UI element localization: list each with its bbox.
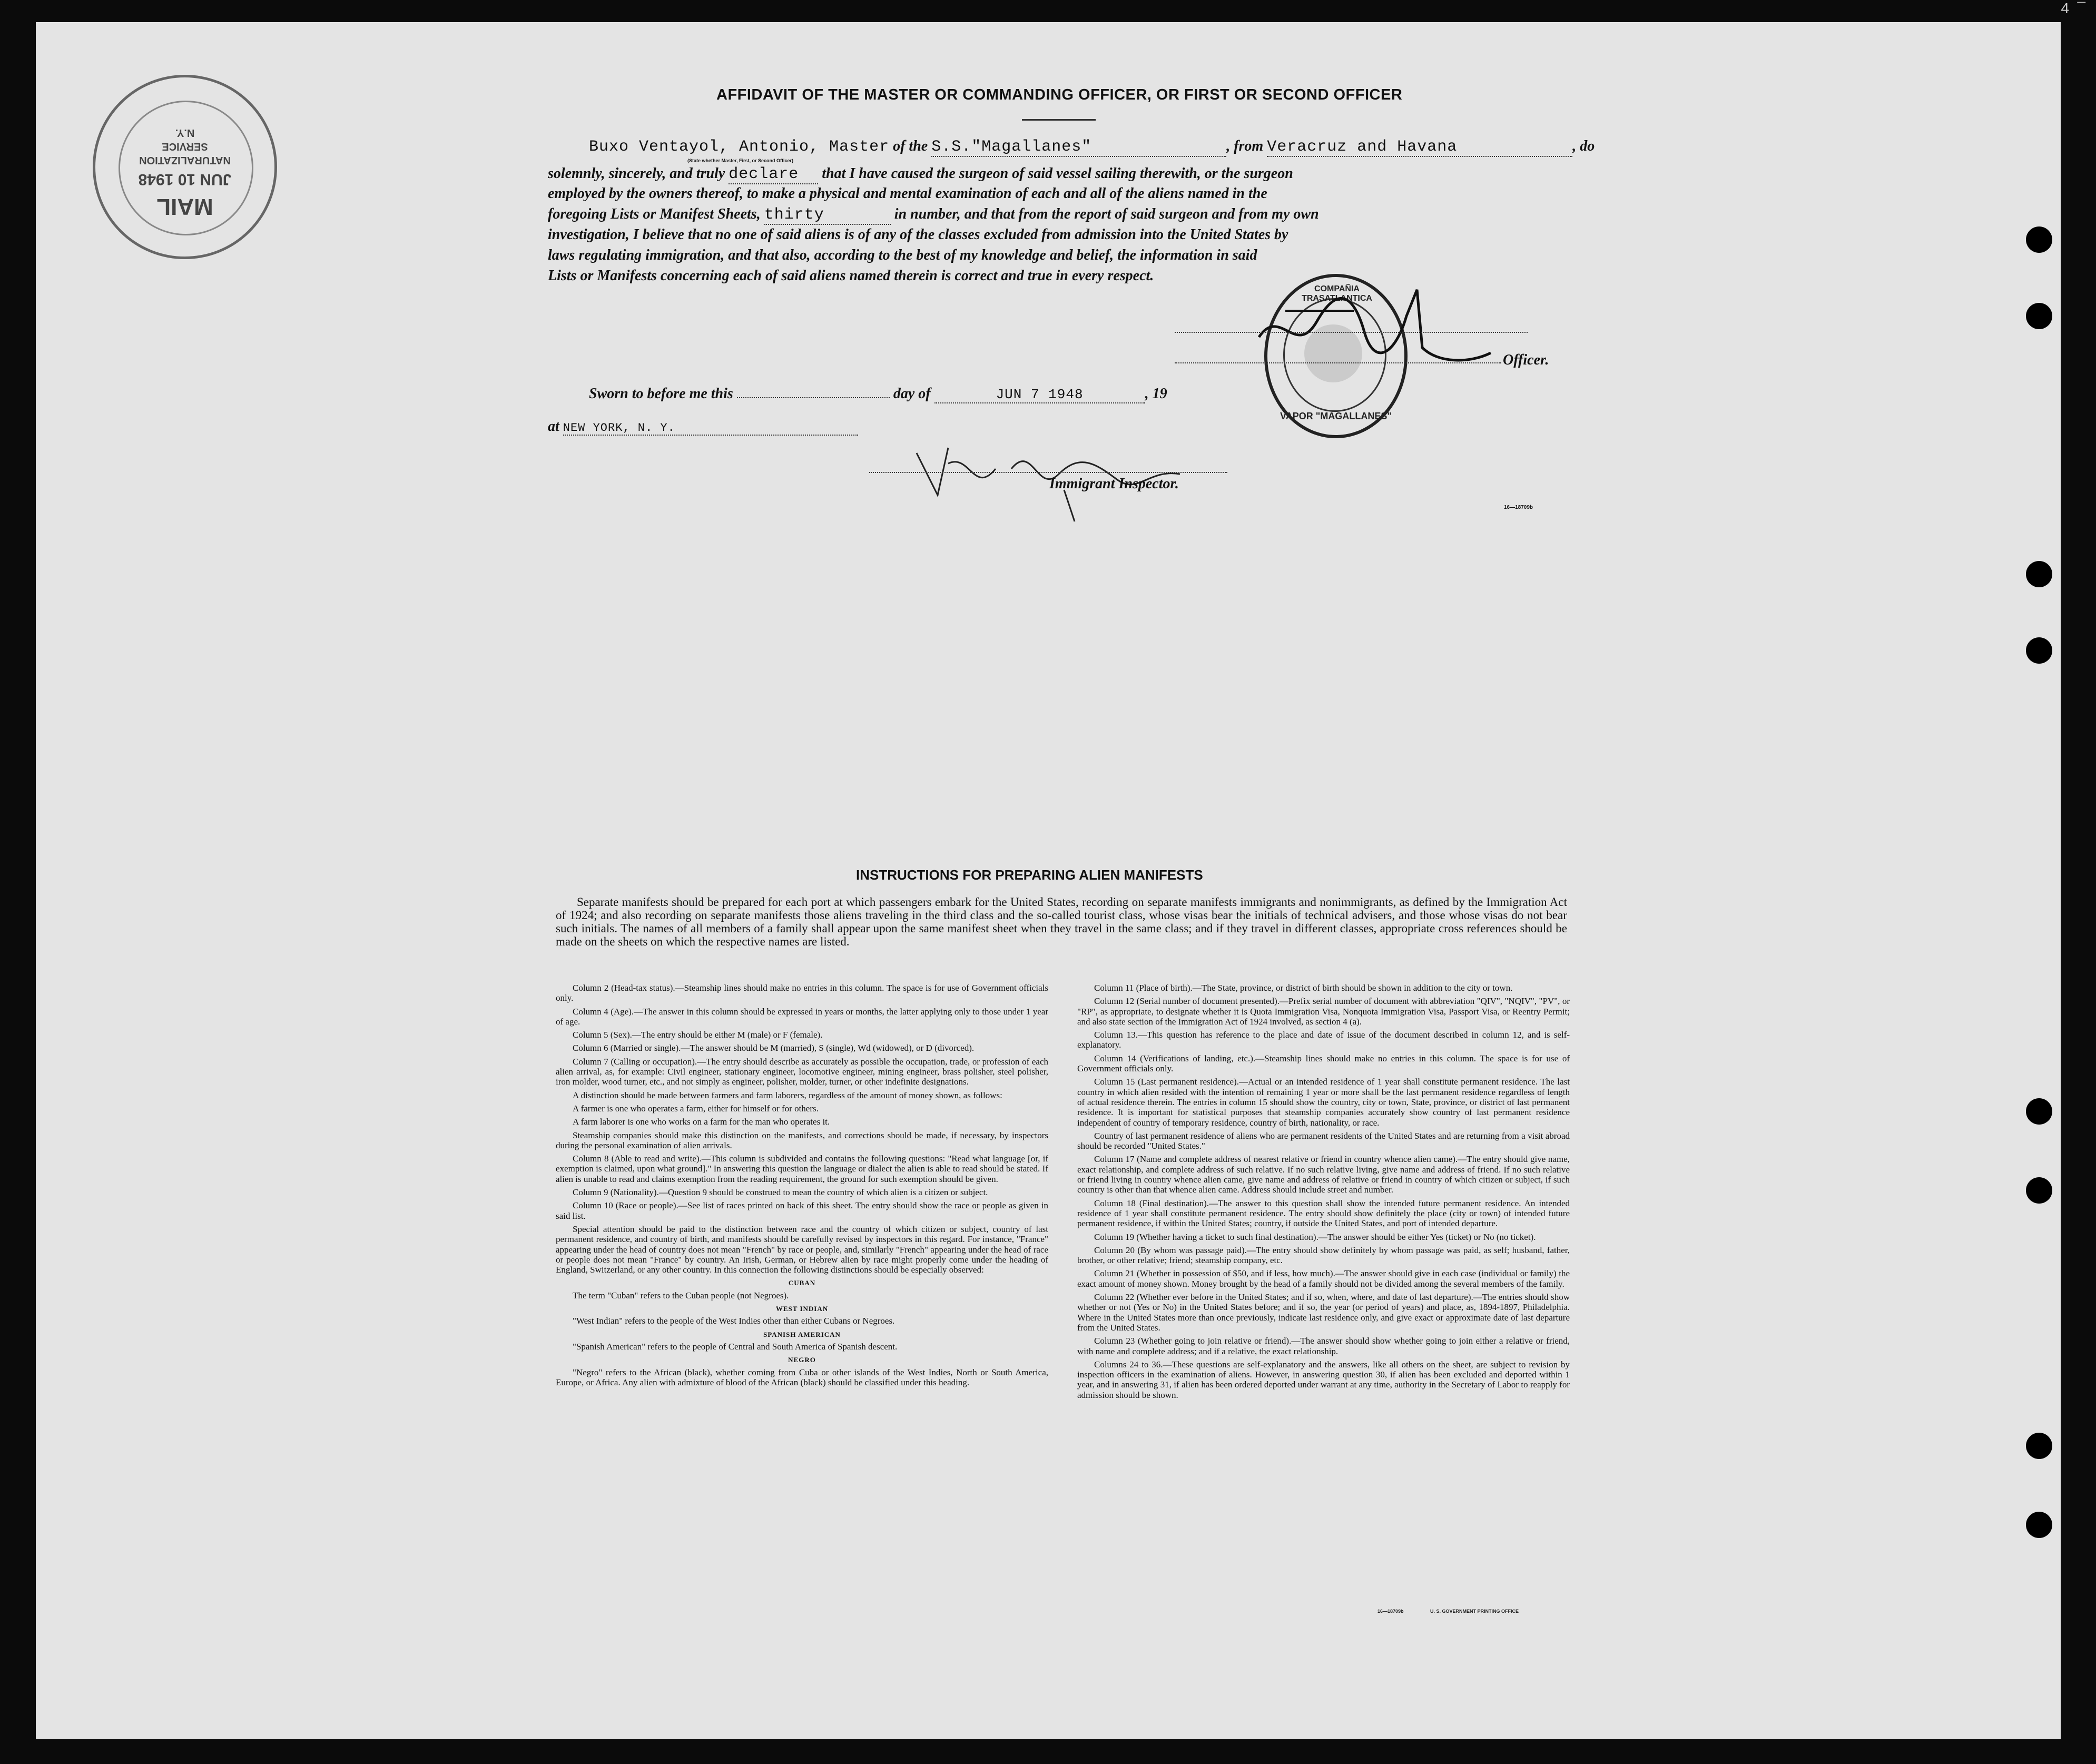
punch-hole xyxy=(2026,1098,2052,1125)
title-rule xyxy=(1022,119,1096,121)
postmark-date: JUN 10 1948 xyxy=(138,171,232,188)
ship-stamp-bottom: VAPOR "MAGALLANES" xyxy=(1280,411,1392,421)
instruction-paragraph: Column 21 (Whether in possession of $50, and if less, how much).—The answer should give in each case (individual or family) the exact amount of money shown. Money brought by the head of a family should not be divided among the several members of the family. xyxy=(1077,1268,1570,1289)
instructions-left-column xyxy=(556,983,1048,1391)
instruction-paragraph: Column 6 (Married or single).—The answer should be M (married), S (single), Wd (widowed), or D (divorced). xyxy=(573,1043,975,1053)
instruction-paragraph: Column 20 (By whom was passage paid).—The entry should show definitely by whom passage was paid, as self; husband, father, brother, or other relative; friend; steamship company, etc. xyxy=(1077,1245,1570,1266)
instruction-paragraph: Column 17 (Name and complete address of nearest relative or friend in country whence alien came).—The entry should give name, exact relationship, and complete address of such relative. If no such relative living, give name and address of friend. If no such relative or friend living in country whence alien came, give name and address of relative or friend in country of which citizen or subject, if such country is other than that whence alien came. Address should include street and number. xyxy=(1077,1154,1570,1195)
instructions-intro: Separate manifests should be prepared for each port at which passengers embark for the United States, recording on separate manifests immigrants and nonimmigrants, as defined by the Immigration Act of 1924; and also recording on separate manifests those aliens traveling in the third class and the so-called tourist class, whose visas bear the initials of technical advisers, and those whose visas do not bear such initials. The names of all members of a family shall appear upon the same manifest sheet when they travel in the same class; and if they travel in different classes, appropriate cross references should be made on the sheets on which the respective names are listed. xyxy=(556,895,1567,948)
instruction-paragraph: Column 2 (Head-tax status).—Steamship lines should make no entries in this column. The space is for use of Government officials only. xyxy=(556,983,1048,1003)
instructions-title: INSTRUCTIONS FOR PREPARING ALIEN MANIFESTS xyxy=(856,867,1203,883)
affidavit-line-5 xyxy=(548,226,1288,243)
affidavit-line-4 xyxy=(548,206,1319,225)
west-indian-heading: WEST INDIAN xyxy=(775,1305,829,1313)
punch-hole xyxy=(2026,303,2052,329)
inspector-line xyxy=(869,472,1227,473)
affidavit-line-3 xyxy=(548,185,1267,202)
officer-label: Officer. xyxy=(1503,352,1549,368)
line-text: laws regulating immigration, and that also, according to the best of my knowledge and belief, the information in said xyxy=(548,247,1257,263)
day-label: day of xyxy=(893,386,931,402)
instruction-paragraph: Column 11 (Place of birth).—The State, province, or district of birth should be shown in addition to the city or town. xyxy=(1094,983,1513,993)
instruction-paragraph: Special attention should be paid to the distinction between race and the country of which citizen or subject, country of last permanent residence, and country of birth, and manifests should be carefully revised by inspectors in this regard. For instance, "France" appearing under the head of country does not mean "French" by race or people, and, similarly "French" appearing under the head of race or people does not mean "France" by country. An Irish, German, or Hebrew alien by race might properly come under the heading of England, Switzerland, or any other country. In this connection the following distinctions should be especially observed: xyxy=(556,1224,1048,1275)
cuban-text: The term "Cuban" refers to the Cuban people (not Negroes). xyxy=(573,1290,789,1300)
affidavit-line-2 xyxy=(548,165,1293,184)
cuban-heading: CUBAN xyxy=(788,1279,816,1287)
affidavit-title: AFFIDAVIT OF THE MASTER OR COMMANDING OFFICER, OR FIRST OR SECOND OFFICER xyxy=(716,86,1403,103)
instruction-paragraph: Column 15 (Last permanent residence).—Actual or an intended residence of 1 year shall constitute permanent residence. The last country in which alien resided with the intention of remaining 1 year or more shall be the last permanent residence regardless of length of actual residence therein. The entries in column 15 should show the country, city or town, State, province, or district of last permanent residence. It is important for statistical purposes that steamship companies accurately show country of last permanent residence independent of country of temporary residence, country of birth, nationality, or race. xyxy=(1077,1077,1570,1128)
instruction-paragraph: Column 23 (Whether going to join relative or friend).—The answer should show whether going to join either a relative or friend, with name and complete address; and if a relative, the exact relationship. xyxy=(1077,1336,1570,1356)
postmark-line: N.Y. xyxy=(175,127,195,139)
inspector-label: Immigrant Inspector. xyxy=(1049,476,1179,492)
declare-field: declare xyxy=(729,165,818,184)
of-the-label: of the xyxy=(893,138,928,154)
officer-signature xyxy=(1248,274,1501,379)
spanish-american-heading: SPANISH AMERICAN xyxy=(763,1330,841,1338)
instruction-paragraph: A distinction should be made between farmers and farm laborers, regardless of the amount of money shown, as follows: xyxy=(573,1090,1002,1100)
affidavit-line-1 xyxy=(589,138,1595,157)
footer-printer: U. S. GOVERNMENT PRINTING OFFICE xyxy=(1430,1609,1519,1614)
instruction-paragraph: Country of last permanent residence of aliens who are permanent residents of the United States and are returning from a visit abroad should be recorded "United States." xyxy=(1077,1130,1570,1151)
instruction-paragraph: Column 13.—This question has reference to the place and date of issue of the document described in column 12, and is self-explanatory. xyxy=(1077,1030,1570,1050)
punch-hole xyxy=(2026,226,2052,253)
affidavit-line-6 xyxy=(548,247,1257,264)
officer-role-hint: (State whether Master, First, or Second Officer) xyxy=(687,158,794,163)
punch-hole xyxy=(2026,1512,2052,1538)
instruction-paragraph: Column 14 (Verifications of landing, etc.).—Steamship lines should make no entries in this column. The space is for use of Government officials only. xyxy=(1077,1053,1570,1074)
postmark-mail: MAIL xyxy=(156,194,213,220)
punch-hole xyxy=(2026,561,2052,587)
do-label: , do xyxy=(1572,138,1595,154)
instruction-paragraph: Steamship companies should make this distinction on the manifests, and corrections should be made, if necessary, by inspectors during the personal examination of alien arrivals. xyxy=(556,1130,1048,1150)
instruction-paragraph: A farm laborer is one who works on a farm for the man who operates it. xyxy=(573,1117,830,1127)
year-label: , 19 xyxy=(1145,386,1167,402)
place-field: NEW YORK, N. Y. xyxy=(563,421,858,436)
corner-mark: 4 ¯ xyxy=(2061,0,2085,16)
line-text: solemnly, sincerely, and truly xyxy=(548,165,725,182)
ship-stamp-top: COMPAÑIA TRASATLANTICA xyxy=(1302,284,1372,303)
postmark-line: NATURALIZATION xyxy=(139,154,231,166)
officer-name: Buxo Ventayol, Antonio, Master xyxy=(589,138,890,156)
spanish-american-text: "Spanish American" refers to the people of Central and South America of Spanish descent. xyxy=(573,1341,898,1352)
from-label: , from xyxy=(1226,138,1264,154)
instructions-right-column xyxy=(1077,983,1570,1403)
sworn-day-field xyxy=(737,397,890,398)
port-field: Veracruz and Havana xyxy=(1267,138,1572,157)
sworn-label: Sworn to before me this xyxy=(589,386,733,402)
instruction-paragraph: Column 9 (Nationality).—Question 9 should be construed to mean the country of which alien is a citizen or subject. xyxy=(573,1187,988,1198)
line-text: employed by the owners thereof, to make a physical and mental examination of each and all of the aliens named in the xyxy=(548,185,1267,202)
negro-text: "Negro" refers to the African (black), whether coming from Cuba or other islands of the West Indies, North or South America, Europe, or Africa. Any alien with admixture of blood of the African (black) should be classified under this heading. xyxy=(556,1367,1048,1387)
signature-line xyxy=(1175,332,1528,333)
postmark-stamp xyxy=(93,75,277,259)
instruction-paragraph: Columns 24 to 36.—These questions are self-explanatory and the answers, like all others on the sheet, are subject to revision by inspection officers in the examination of aliens. However, in answering question 30, if alien has been excluded and deported within 1 year, and in answering 31, if alien has been ordered deported under warrant at any time, authority in the Secretary of Labor to reapply for admission should be shown. xyxy=(1077,1359,1570,1400)
instruction-paragraph: Column 8 (Able to read and write).—This column is subdivided and contains the following questions: "Read what language [or, if exemption is claimed, upon what ground]." In answering this question the language or dialect the alien is able to read should be stated. If alien is unable to read and claims exemption from the reading requirement, the ground for such exemption should be given. xyxy=(556,1154,1048,1184)
punch-hole xyxy=(2026,637,2052,664)
at-label: at xyxy=(548,418,559,435)
instruction-paragraph: Column 18 (Final destination).—The answer to this question shall show the intended future permanent residence. An intended residence of 1 year shall constitute permanent residence. The entry should show definitely the place (city or town) of intended future permanent residence, if within the United States; country, if outside the United States, and port of intended departure. xyxy=(1077,1198,1570,1229)
punch-hole xyxy=(2026,1433,2052,1459)
instruction-paragraph: Column 10 (Race or people).—See list of races printed on back of this sheet. The entry should show the race or people as given in said list. xyxy=(556,1200,1048,1221)
affidavit-line-7 xyxy=(548,268,1154,284)
sworn-date-field: JUN 7 1948 xyxy=(934,387,1145,403)
line-text: Lists or Manifests concerning each of said aliens named therein is correct and true in every respect. xyxy=(548,268,1154,284)
vessel-field: S.S."Magallanes" xyxy=(931,138,1226,157)
number-field: thirty xyxy=(764,206,891,225)
line-text: that I have caused the surgeon of said vessel sailing therewith, or the surgeon xyxy=(822,165,1293,182)
west-indian-text: "West Indian" refers to the people of the West Indies other than either Cubans or Negroes. xyxy=(573,1316,895,1326)
line-text: in number, and that from the report of said surgeon and from my own xyxy=(894,206,1319,222)
instruction-paragraph: Column 22 (Whether ever before in the United States; and if so, when, where, and date of last departure).—The entries should show whether or not (Yes or No) in the United States before; and if so, the year (or period of years) and place, as, 1894-1897, Philadelphia. Where in the United States more than once previously, indicate last residence only, and give exact or approximate date of last departure from the United States. xyxy=(1077,1292,1570,1333)
instruction-paragraph: A farmer is one who operates a farm, either for himself or for others. xyxy=(573,1103,819,1113)
footer-form-number: 16—18709b xyxy=(1377,1609,1404,1614)
instruction-paragraph: Column 19 (Whether having a ticket to such final destination).—The answer should be either Yes (ticket) or No (no ticket). xyxy=(1094,1231,1536,1242)
negro-heading: NEGRO xyxy=(788,1356,816,1364)
instruction-paragraph: Column 7 (Calling or occupation).—The entry should describe as accurately as possible the occupation, trade, or profession of each alien arrival, as, for example: Civil engineer, stationary engineer, locomotive engineer, mining engineer, brass polisher, steel polisher, iron molder, wood turner, etc., and not simply as engineer, polisher, molder, turner, or other indefinite designations. xyxy=(556,1056,1048,1087)
form-number: 16—18709b xyxy=(1504,505,1533,510)
line-text: foregoing Lists or Manifest Sheets, xyxy=(548,206,761,222)
sworn-line xyxy=(589,386,1167,403)
signature-line xyxy=(1175,362,1501,363)
instruction-paragraph: Column 4 (Age).—The answer in this column should be expressed in years or months, the latter applying only to those under 1 year of age. xyxy=(556,1006,1048,1027)
instruction-paragraph: Column 12 (Serial number of document presented).—Prefix serial number of document with abbreviation "QIV", "NQIV", "PV", or "RP", as appropriate, to designate whether it is Quota Immigration Visa, Nonquota Immigration Visa, Passport Visa, or Reentry Permit; and also state section of the Immigration Act of 1924 involved, as section 4 (a). xyxy=(1077,996,1570,1027)
place-line xyxy=(548,418,858,436)
postmark-line: SERVICE xyxy=(162,141,208,152)
instruction-paragraph: Column 5 (Sex).—The entry should be either M (male) or F (female). xyxy=(573,1030,823,1040)
line-text: investigation, I believe that no one of said aliens is of any of the classes excluded from admission into the United States by xyxy=(548,226,1288,243)
punch-hole xyxy=(2026,1177,2052,1204)
